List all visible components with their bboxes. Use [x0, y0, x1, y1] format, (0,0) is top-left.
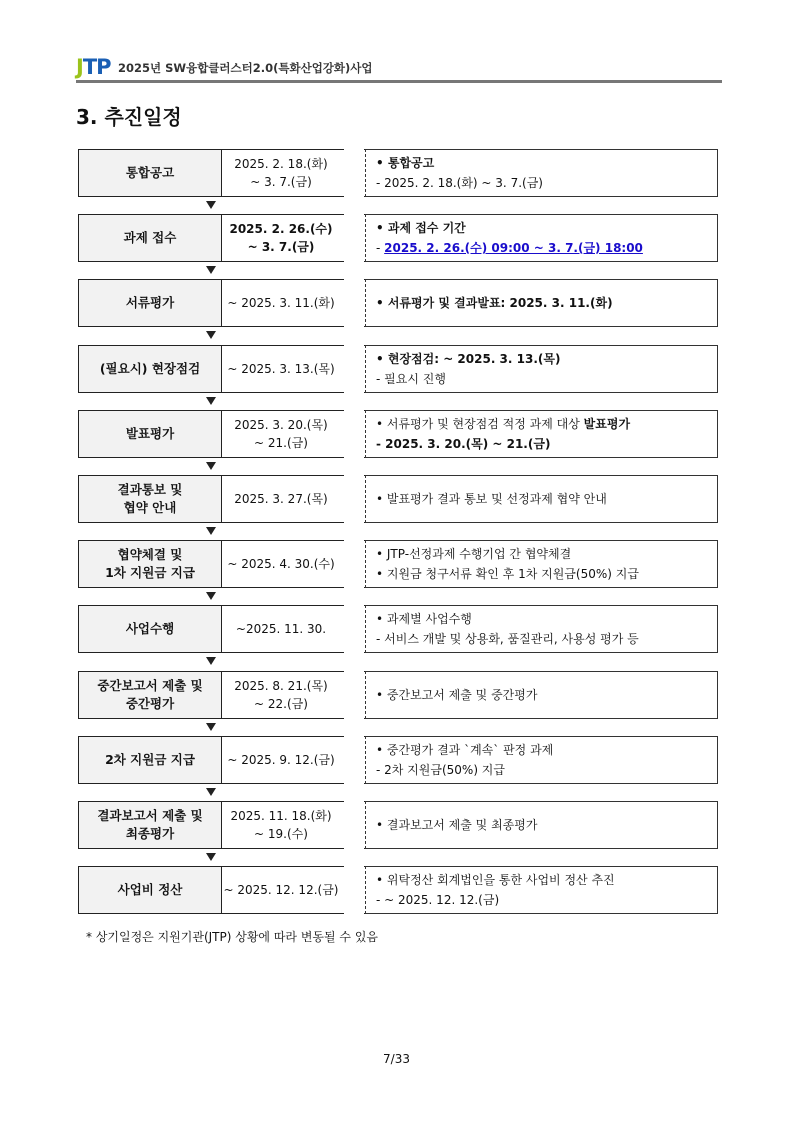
- stage-date-line: ~ 2025. 3. 13.(목): [227, 362, 335, 376]
- stage-label: [78, 475, 222, 523]
- stage-label-line: 중간평가: [125, 696, 175, 711]
- description-text: 발표평가: [583, 417, 631, 431]
- stage-label-line: 결과통보 및: [117, 482, 183, 497]
- schedule-row: [78, 279, 718, 327]
- stage-description: [365, 214, 718, 262]
- header-title: 2025년 SW융합클러스터2.0(특화산업강화)사업: [118, 61, 373, 75]
- stage-label: [78, 605, 222, 653]
- schedule-row: [78, 475, 718, 523]
- schedule-row: [78, 540, 718, 588]
- down-arrow-icon: [206, 201, 216, 209]
- description-text: -: [376, 241, 385, 255]
- stage-label-line: 사업수행: [125, 621, 175, 636]
- description-text: • 서류평가 및 현장점검 적정 과제 대상: [376, 417, 584, 431]
- stage-date-line: 2025. 2. 18.(화): [234, 157, 328, 171]
- stage-label-line: 2차 지원금 지급: [105, 752, 195, 767]
- description-line: [376, 740, 707, 760]
- down-arrow-icon: [206, 853, 216, 861]
- column-gap: [344, 474, 364, 524]
- stage-description: [365, 475, 718, 523]
- column-gap: [344, 604, 364, 654]
- stage-description: [365, 736, 718, 784]
- stage-date-line: ~2025. 11. 30.: [235, 622, 327, 636]
- schedule-row: [78, 671, 718, 719]
- description-text: • 통합공고: [376, 156, 435, 170]
- stage-description: [365, 605, 718, 653]
- schedule-row: [78, 605, 718, 653]
- column-gap: [344, 865, 364, 915]
- stage-label: [78, 345, 222, 393]
- column-gap: [344, 409, 364, 459]
- stage-date-line: ~ 19.(수): [254, 827, 308, 841]
- column-gap: [344, 344, 364, 394]
- stage-label: [78, 866, 222, 914]
- description-line: [376, 173, 707, 193]
- description-line: [376, 489, 707, 509]
- stage-description: [365, 540, 718, 588]
- stage-label-line: 과제 접수: [123, 230, 177, 245]
- page-number: 7/33: [383, 1052, 410, 1066]
- stage-date-line: 2025. 2. 26.(수): [229, 222, 333, 236]
- description-text: • 서류평가 및 결과발표: 2025. 3. 11.(화): [376, 296, 613, 310]
- stage-label-line: (필요시) 현장점검: [99, 361, 201, 376]
- stage-description: [365, 866, 718, 914]
- description-line: [376, 369, 707, 389]
- down-arrow-icon: [206, 657, 216, 665]
- stage-label: [78, 671, 222, 719]
- stage-date-line: 2025. 3. 20.(목): [234, 418, 328, 432]
- schedule-row: [78, 214, 718, 262]
- description-text: • 위탁정산 회계법인을 통한 사업비 정산 추진: [376, 873, 615, 887]
- description-line: [376, 760, 707, 780]
- description-line: [376, 685, 707, 705]
- header-divider: [76, 80, 722, 83]
- schedule-row: [78, 149, 718, 197]
- stage-date-line: ~ 2025. 3. 11.(화): [227, 296, 335, 310]
- column-gap: [344, 213, 364, 263]
- stage-label-line: 결과보고서 제출 및: [97, 808, 203, 823]
- stage-label-line: 서류평가: [125, 295, 175, 310]
- stage-date-line: ~ 2025. 12. 12.(금): [223, 883, 339, 897]
- stage-description: [365, 345, 718, 393]
- down-arrow-icon: [206, 723, 216, 731]
- column-gap: [344, 278, 364, 328]
- description-line: [376, 218, 707, 238]
- stage-label: [78, 279, 222, 327]
- down-arrow-icon: [206, 397, 216, 405]
- description-text: - 서비스 개발 및 상용화, 품질관리, 사용성 평가 등: [376, 632, 639, 646]
- description-text: - 2차 지원금(50%) 지급: [376, 763, 505, 777]
- down-arrow-icon: [206, 331, 216, 339]
- description-line: [376, 349, 707, 369]
- schedule-row: [78, 736, 718, 784]
- description-text: • 지원금 청구서류 확인 후 1차 지원금(50%) 지급: [376, 567, 639, 581]
- column-gap: [344, 800, 364, 850]
- description-line: [376, 870, 707, 890]
- stage-label: [78, 149, 222, 197]
- stage-date-line: ~ 2025. 4. 30.(수): [227, 557, 335, 571]
- stage-date-line: ~ 21.(금): [254, 436, 308, 450]
- description-line: [376, 564, 707, 584]
- description-line: [376, 434, 707, 454]
- column-gap: [344, 735, 364, 785]
- stage-date-line: 2025. 3. 27.(목): [234, 492, 328, 506]
- description-text: - 2025. 3. 20.(목) ~ 21.(금): [376, 437, 551, 451]
- stage-label-line: 발표평가: [125, 426, 175, 441]
- stage-description: [365, 279, 718, 327]
- down-arrow-icon: [206, 592, 216, 600]
- down-arrow-icon: [206, 527, 216, 535]
- stage-description: [365, 801, 718, 849]
- stage-label-line: 1차 지원금 지급: [105, 565, 195, 580]
- stage-date-line: ~ 22.(금): [254, 697, 308, 711]
- description-text: • JTP-선정과제 수행기업 간 협약체결: [376, 547, 572, 561]
- stage-label: [78, 736, 222, 784]
- description-text: - 2025. 2. 18.(화) ~ 3. 7.(금): [376, 176, 543, 190]
- description-text: • 과제별 사업수행: [376, 612, 472, 626]
- column-gap: [344, 670, 364, 720]
- stage-description: [365, 410, 718, 458]
- stage-date-line: ~ 2025. 9. 12.(금): [227, 753, 335, 767]
- stage-label: [78, 410, 222, 458]
- stage-description: [365, 671, 718, 719]
- jtp-logo: JTP: [76, 55, 111, 79]
- description-line: [376, 609, 707, 629]
- column-gap: [344, 539, 364, 589]
- description-text: • 현장점검: ~ 2025. 3. 13.(목): [376, 352, 561, 366]
- description-line: [376, 890, 707, 910]
- footnote: * 상기일정은 지원기관(JTP) 상황에 따라 변동될 수 있음: [86, 930, 379, 944]
- description-line: [376, 293, 707, 313]
- description-text: • 과제 접수 기간: [376, 221, 466, 235]
- stage-date-line: 2025. 11. 18.(화): [230, 809, 332, 823]
- description-text: • 중간보고서 제출 및 중간평가: [376, 688, 538, 702]
- stage-label-line: 협약 안내: [123, 500, 177, 515]
- stage-date-line: ~ 3. 7.(금): [247, 240, 315, 254]
- stage-label-line: 중간보고서 제출 및: [97, 678, 203, 693]
- description-line: [376, 414, 707, 434]
- description-text: - 필요시 진행: [376, 372, 446, 386]
- stage-label-line: 최종평가: [125, 826, 175, 841]
- stage-label: [78, 214, 222, 262]
- description-text: • 발표평가 결과 통보 및 선정과제 협약 안내: [376, 492, 607, 506]
- description-line: [376, 238, 707, 258]
- down-arrow-icon: [206, 462, 216, 470]
- description-line: [376, 815, 707, 835]
- down-arrow-icon: [206, 266, 216, 274]
- stage-label-line: 협약체결 및: [117, 547, 183, 562]
- stage-date-line: ~ 3. 7.(금): [250, 175, 312, 189]
- description-text: - ~ 2025. 12. 12.(금): [376, 893, 500, 907]
- schedule-row: [78, 345, 718, 393]
- section-title: 3. 추진일정: [76, 105, 182, 129]
- description-line: [376, 153, 707, 173]
- schedule-row: [78, 866, 718, 914]
- description-text: • 결과보고서 제출 및 최종평가: [376, 818, 538, 832]
- stage-date-line: 2025. 8. 21.(목): [234, 679, 328, 693]
- description-text: • 중간평가 결과 `계속` 판정 과제: [376, 743, 554, 757]
- schedule-row: [78, 801, 718, 849]
- stage-label: [78, 540, 222, 588]
- description-line: [376, 544, 707, 564]
- stage-label-line: 사업비 정산: [117, 882, 183, 897]
- schedule-row: [78, 410, 718, 458]
- submission-period-link[interactable]: 2025. 2. 26.(수) 09:00 ~ 3. 7.(금) 18:00: [384, 241, 643, 255]
- stage-label-line: 통합공고: [125, 165, 175, 180]
- stage-description: [365, 149, 718, 197]
- down-arrow-icon: [206, 788, 216, 796]
- stage-label: [78, 801, 222, 849]
- description-line: [376, 629, 707, 649]
- column-gap: [344, 148, 364, 198]
- page-header: [76, 56, 722, 82]
